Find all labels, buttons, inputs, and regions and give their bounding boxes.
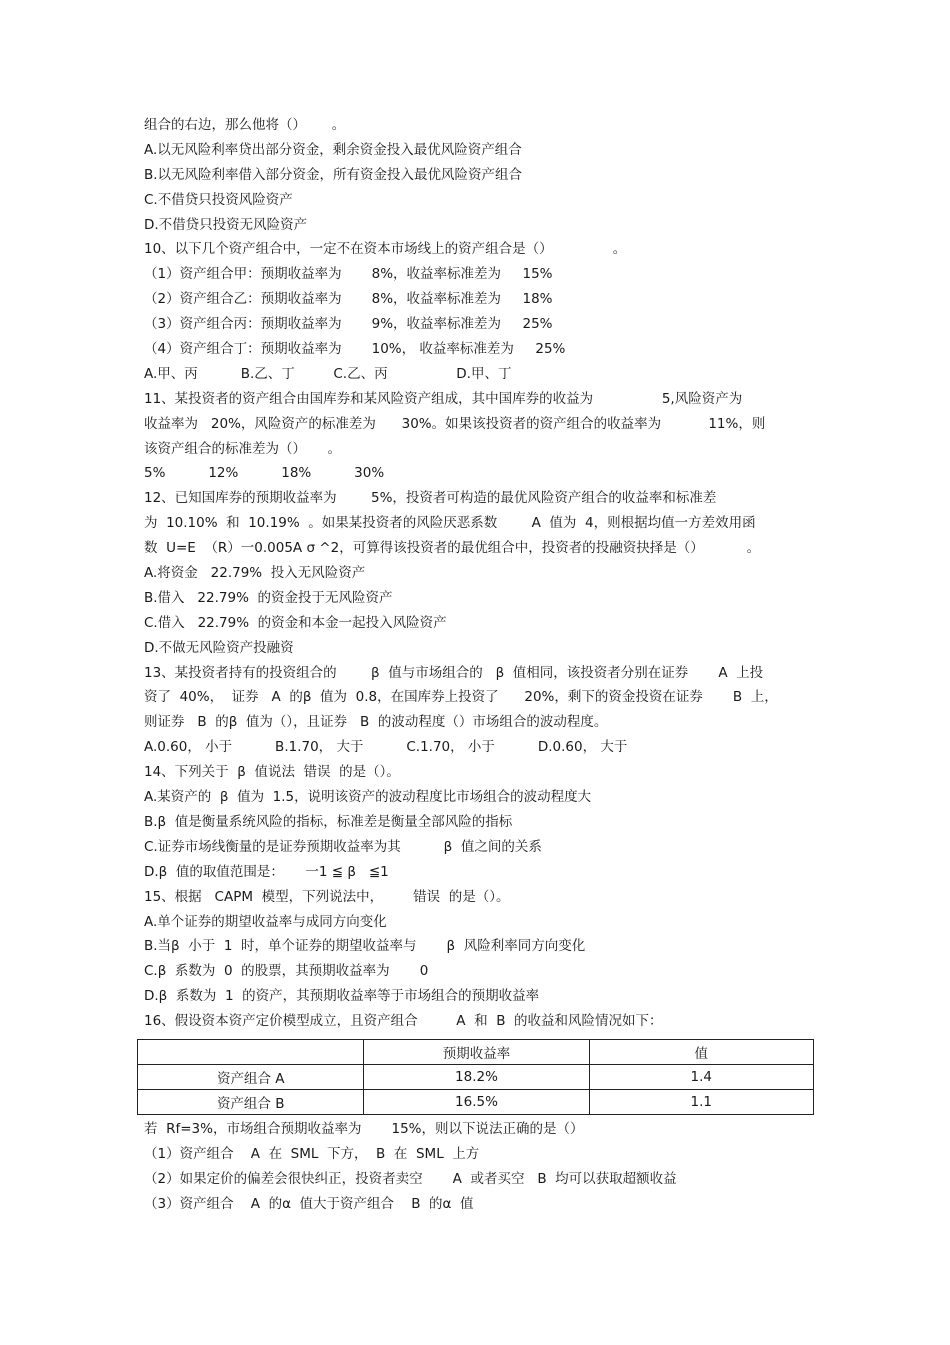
table-header-cell: 预期收益率 [364,1040,589,1065]
option-line: D.β 系数为 1 的资产，其预期收益率等于市场组合的预期收益率 [144,988,540,1005]
text-line: 若 Rf=3%，市场组合预期收益率为 15%，则以下说法正确的是（） [144,1121,584,1137]
table-cell: 1.4 [589,1065,813,1090]
portfolio-table [137,1039,814,1115]
table-cell: 1.1 [589,1090,813,1115]
question-13: 13、某投资者持有的投资组合的 β 值与市场组合的 β 值相同，该投资者分别在证券 A 上投 [144,664,764,681]
table-row [138,1090,814,1115]
question-10: 10、以下几个资产组合中，一定不在资本市场线上的资产组合是（） 。 [144,241,627,258]
option-line: D.不做无风险资产投融资 [144,639,294,656]
text-line: （3）资产组合 A 的α 值大于资产组合 B 的α 值 [144,1195,474,1212]
option-line: B.以无风险利率借入部分资金，所有资金投入最优风险资产组合 [144,166,523,183]
option-line: C.不借贷只投资风险资产 [144,191,293,208]
text-line: 该资产组合的标准差为（） 。 [144,440,341,457]
option-line: A.单个证券的期望收益率与成同方向变化 [144,913,387,930]
text-line: 数 U=E （R）一0.005A σ ^2，可算得该投资者的最优组合中，投资者的投融资抉择是（） 。 [144,540,761,557]
question-11: 11、某投资者的资产组合由国库券和某风险资产组成，其中国库券的收益为 5,风险资产为 [144,390,743,407]
table-header-cell [138,1040,364,1065]
table-cell: 资产组合 A [138,1065,364,1090]
option-line: B.当β 小于 1 时，单个证券的期望收益率与 β 风险利率同方向变化 [144,938,586,955]
text-line: 为 10.10% 和 10.19% 。如果某投资者的风险厌恶系数 A 值为 4，则根据均值一方差效用函 [144,515,756,532]
option-line: D.β 值的取值范围是： 一1 ≦ β ≦1 [144,863,389,880]
question-14: 14、下列关于 β 值说法 错误 的是（）。 [144,764,400,781]
question-12: 12、已知国库券的预期收益率为 5%，投资者可构造的最优风险资产组合的收益率和标准差 [144,490,717,507]
option-line: A.以无风险利率贷出部分资金，剩余资金投入最优风险资产组合 [144,141,522,158]
option-line: C.借入 22.79% 的资金和本金一起投入风险资产 [144,614,447,631]
option-line: B.借入 22.79% 的资金投于无风险资产 [144,589,393,606]
option-line: A.甲、丙 B.乙、丁 C.乙、丙 D.甲、丁 [144,365,512,382]
table-cell: 资产组合 B [138,1090,364,1115]
option-line: A.0.60， 小于 B.1.70， 大于 C.1.70， 小于 D.0.60， 大于 [144,739,628,756]
option-line: A.将资金 22.79% 投入无风险资产 [144,565,366,582]
text-line: （4）资产组合丁：预期收益率为 10%， 收益率标准差为 25% [144,341,566,358]
text-line: （2）资产组合乙：预期收益率为 8%，收益率标准差为 18% [144,291,553,308]
question-15: 15、根据 CAPM 模型，下列说法中， 错误 的是（）。 [144,888,510,905]
document-body [144,113,824,1034]
option-line: C.β 系数为 0 的股票，其预期收益率为 0 [144,963,429,980]
option-line: 5% 12% 18% 30% [144,465,385,482]
option-line: C.证券市场线衡量的是证券预期收益率为其 β 值之间的关系 [144,838,542,855]
text-line: 组合的右边，那么他将（） 。 [144,117,346,133]
table-cell: 16.5% [364,1090,589,1115]
text-line: （2）如果定价的偏差会很快纠正，投资者卖空 A 或者买空 B 均可以获取超额收益 [144,1170,677,1187]
option-line: A.某资产的 β 值为 1.5，说明该资产的波动程度比市场组合的波动程度大 [144,789,592,806]
text-line: （1）资产组合甲：预期收益率为 8%，收益率标准差为 15% [144,266,553,283]
table-header-row [138,1040,814,1065]
question-16: 16、假设资本资产定价模型成立，且资产组合 A 和 B 的收益和风险情况如下： [144,1013,663,1030]
text-line: （3）资产组合丙：预期收益率为 9%，收益率标准差为 25% [144,316,553,333]
option-line: D.不借贷只投资无风险资产 [144,216,308,233]
table-row [138,1065,814,1090]
text-line: 收益率为 20%，风险资产的标准差为 30%。如果该投资者的资产组合的收益率为 11%，则 [144,415,766,432]
option-line: B.β 值是衡量系统风险的指标，标准差是衡量全部风险的指标 [144,813,513,830]
table-cell: 18.2% [364,1065,589,1090]
text-line: 则证券 B 的β 值为（），且证券 B 的波动程度（）市场组合的波动程度。 [144,714,608,731]
text-line: （1）资产组合 A 在 SML 下方， B 在 SML 上方 [144,1145,480,1162]
table-header-cell: 值 [589,1040,813,1065]
question-16-continuation [144,1117,824,1217]
text-line: 资了 40%， 证券 A 的β 值为 0.8，在国库券上投资了 20%，剩下的资金投资在证券 B 上， [144,689,778,706]
